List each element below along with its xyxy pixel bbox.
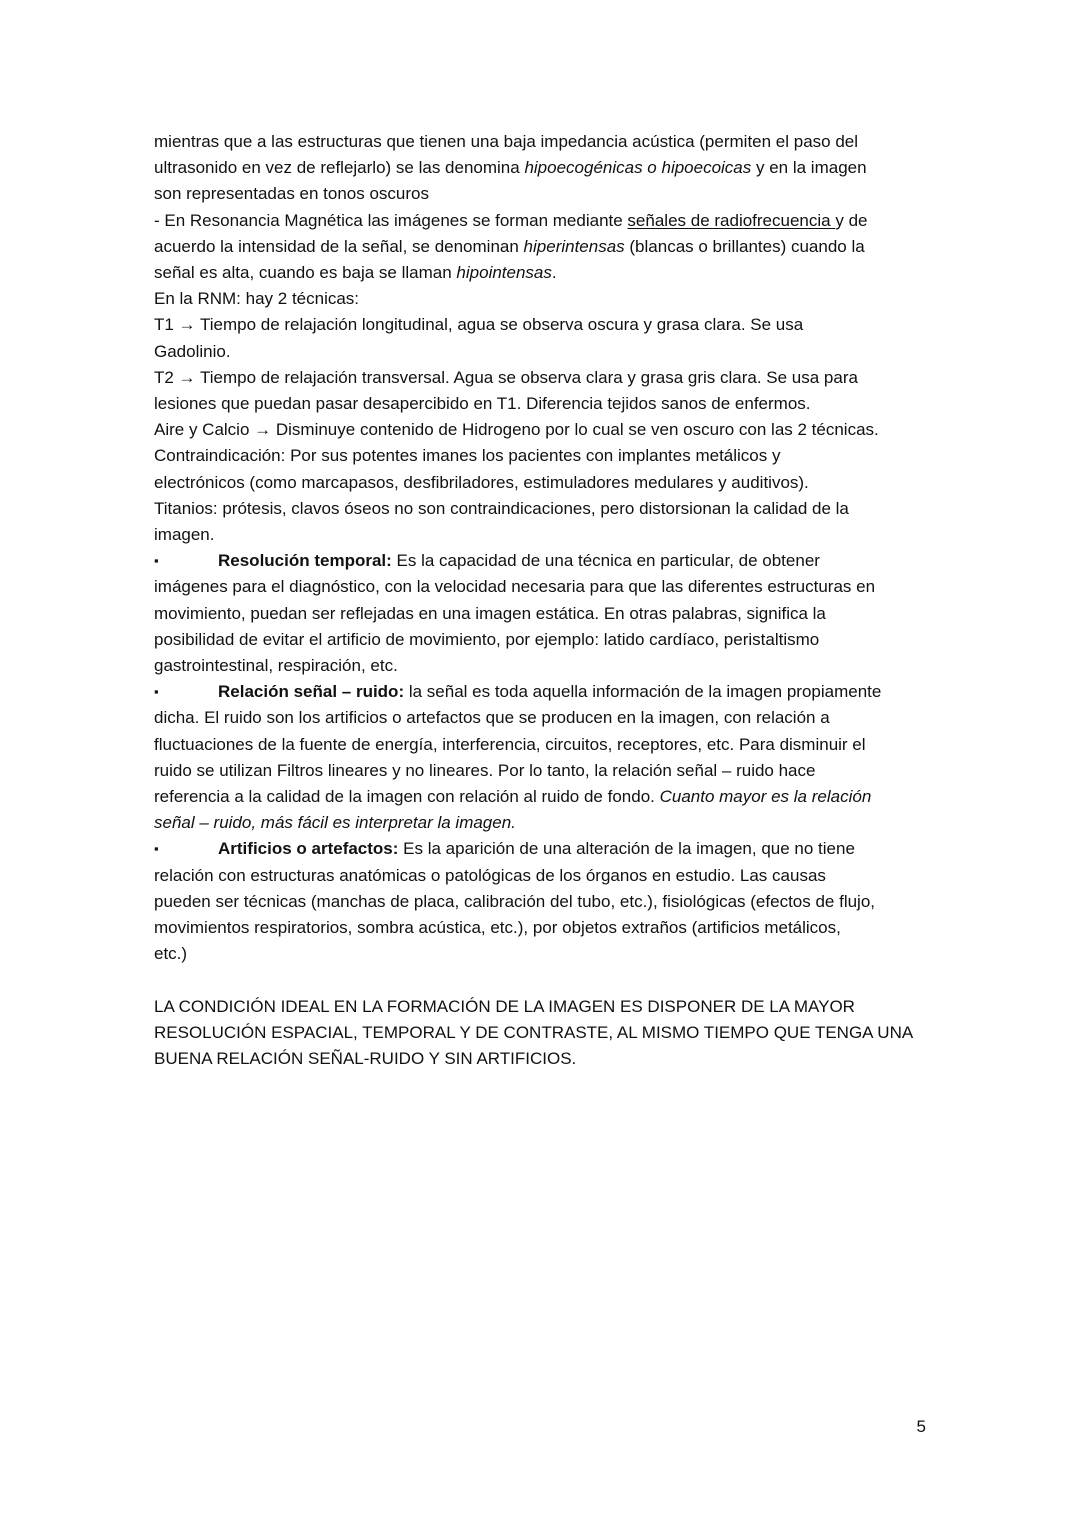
text-line: dicha. El ruido son los artificios o artefactos que se producen en la imagen, con relación a	[154, 708, 830, 728]
text-line	[154, 208, 934, 234]
text-span: Es la capacidad de una técnica en particular, de obtener	[391, 551, 820, 571]
emphasis-term: hipoecogénicas o hipoecoicas	[524, 158, 752, 178]
text-span: y en la imagen	[751, 158, 867, 178]
bullet-item-signal-noise	[154, 679, 934, 705]
text-line: movimiento, puedan ser reflejadas en una imagen estática. En otras palabras, significa la	[154, 603, 826, 623]
bullet-item-artifacts	[154, 836, 934, 862]
bullet-square-icon: ▪	[154, 553, 159, 569]
text-line: electrónicos (como marcapasos, desfibriladores, estimuladores medulares y auditivos).	[154, 472, 809, 492]
text-line: Contraindicación: Por sus potentes imanes los pacientes con implantes metálicos y	[154, 446, 781, 466]
emphasis-term: hiperintensas	[523, 236, 625, 256]
bullet-square-icon: ▪	[154, 684, 159, 700]
text-line: posibilidad de evitar el artificio de movimiento, por ejemplo: latido cardíaco, peristaltismo	[154, 629, 820, 649]
text-line: gastrointestinal, respiración, etc.	[154, 656, 398, 676]
text-line: lesiones que puedan pasar desapercibido en T1. Diferencia tejidos sanos de enfermos.	[154, 394, 811, 414]
text-span: (blancas o brillantes) cuando la	[624, 236, 865, 256]
text-line: mientras que a las estructuras que tienen una baja impedancia acústica (permiten el paso del	[154, 132, 859, 151]
text-span: y de	[835, 210, 868, 230]
bullet-term: Relación señal – ruido:	[218, 682, 405, 702]
text-span: señal es alta, cuando es baja se llaman	[154, 263, 457, 283]
text-span: ultrasonido en vez de reflejarlo) se las denomina	[154, 158, 525, 178]
text-line: imágenes para el diagnóstico, con la velocidad necesaria para que las diferentes estructuras en	[154, 577, 876, 597]
text-span: la señal es toda aquella información de la imagen propiamente	[404, 682, 882, 702]
text-span: acuerdo la intensidad de la señal, se denominan	[154, 236, 524, 256]
emphasis-text: Cuanto mayor es la relación	[659, 787, 872, 807]
text-line: T2 → Tiempo de relajación transversal. Agua se observa clara y grasa gris clara. Se usa para	[154, 367, 858, 387]
text-line	[154, 260, 934, 286]
paragraph-gap	[154, 968, 934, 994]
text-line: Gadolinio.	[154, 341, 231, 361]
document-page	[154, 129, 934, 1072]
text-line: fluctuaciones de la fuente de energía, interferencia, circuitos, receptores, etc. Para disminuir el	[154, 734, 866, 754]
page-number: 5	[916, 1417, 926, 1436]
bullet-square-icon: ▪	[154, 841, 159, 857]
conclusion-line: LA CONDICIÓN IDEAL EN LA FORMACIÓN DE LA IMAGEN ES DISPONER DE LA MAYOR	[154, 996, 855, 1016]
text-line: relación con estructuras anatómicas o patológicas de los órganos en estudio. Las causas	[154, 865, 826, 885]
underlined-term: señales de radiofrecuencia	[627, 210, 836, 230]
text-line: En la RNM: hay 2 técnicas:	[154, 289, 360, 309]
conclusion-line: BUENA RELACIÓN SEÑAL-RUIDO Y SIN ARTIFICIOS.	[154, 1049, 577, 1069]
conclusion-line: RESOLUCIÓN ESPACIAL, TEMPORAL Y DE CONTRASTE, AL MISMO TIEMPO QUE TENGA UNA	[154, 1022, 914, 1042]
text-line: etc.)	[154, 944, 188, 964]
text-line	[154, 234, 934, 260]
text-line	[154, 784, 934, 810]
text-line: movimientos respiratorios, sombra acústica, etc.), por objetos extraños (artificios metálicos,	[154, 918, 841, 938]
text-line: imagen.	[154, 525, 215, 545]
text-line	[154, 810, 934, 836]
text-line: ruido se utilizan Filtros lineares y no lineares. Por lo tanto, la relación señal – ruido hace	[154, 760, 816, 780]
bullet-item-temporal-resolution	[154, 548, 934, 574]
text-line: pueden ser técnicas (manchas de placa, calibración del tubo, etc.), fisiológicas (efectos de flujo,	[154, 891, 876, 911]
emphasis-term: hipointensas	[456, 263, 552, 283]
text-line: Titanios: prótesis, clavos óseos no son contraindicaciones, pero distorsionan la calidad de la	[154, 498, 849, 518]
text-line: Aire y Calcio → Disminuye contenido de Hidrogeno por lo cual se ven oscuro con las 2 técnicas.	[154, 420, 879, 440]
text-span: - En Resonancia Magnética las imágenes se forman mediante	[154, 210, 628, 230]
text-line: T1 → Tiempo de relajación longitudinal, agua se observa oscura y grasa clara. Se usa	[154, 315, 804, 335]
bullet-term: Resolución temporal:	[218, 551, 392, 571]
text-span: referencia a la calidad de la imagen con relación al ruido de fondo.	[154, 787, 660, 807]
text-line: son representadas en tonos oscuros	[154, 184, 430, 204]
text-line	[154, 155, 934, 181]
text-span: .	[551, 263, 557, 283]
emphasis-text: señal – ruido, más fácil es interpretar la imagen.	[154, 813, 516, 833]
bullet-term: Artificios o artefactos:	[218, 839, 399, 859]
text-span: Es la aparición de una alteración de la imagen, que no tiene	[398, 839, 855, 859]
